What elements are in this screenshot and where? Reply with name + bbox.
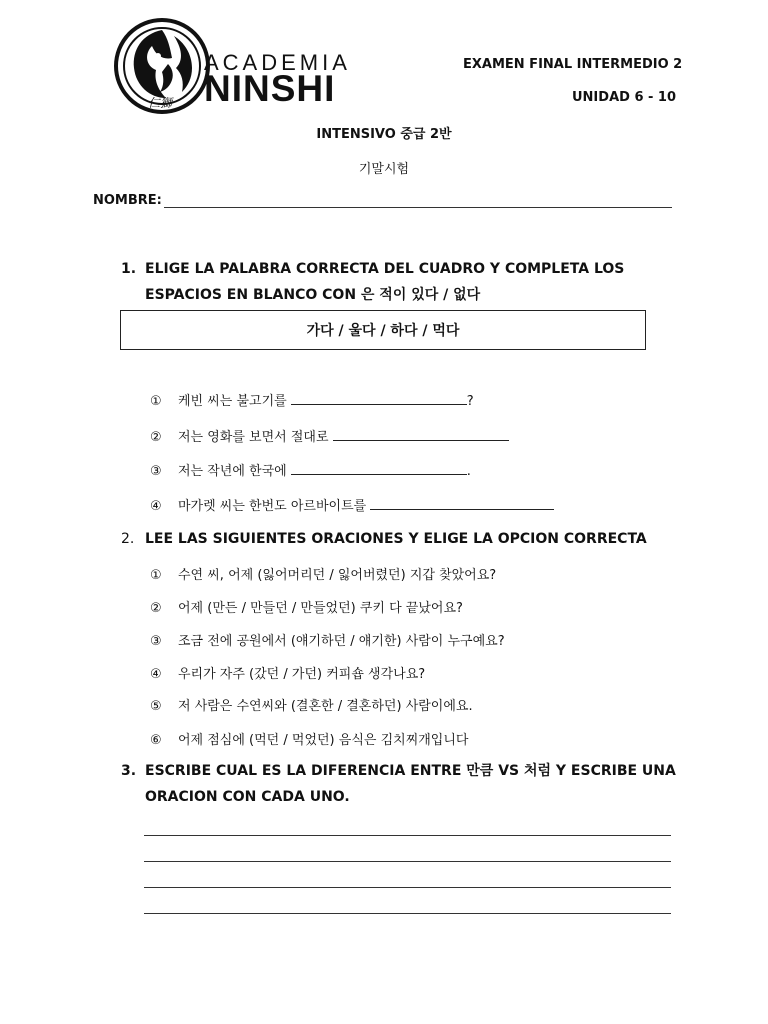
answer-line-3[interactable] bbox=[144, 887, 671, 888]
question-3-line2: ORACION CON CADA UNO. bbox=[145, 789, 350, 805]
item-text: 저 사람은 수연씨와 (결혼한 / 결혼하던) 사람이에요. bbox=[178, 699, 473, 714]
item-text: 수연 씨, 어제 (잃어머리던 / 잃어버렸던) 지갑 찾았어요? bbox=[178, 568, 497, 583]
academy-logo bbox=[112, 16, 351, 120]
unit-label: UNIDAD 6 - 10 bbox=[572, 90, 677, 105]
item-text: 조금 전에 공원에서 (얘기하던 / 얘기한) 사람이 누구예요? bbox=[178, 634, 505, 649]
q1-item-3 bbox=[150, 460, 471, 479]
answer-line-1[interactable] bbox=[144, 835, 671, 836]
item-end: . bbox=[466, 464, 471, 479]
question-2-title: LEE LAS SIGUIENTES ORACIONES Y ELIGE LA OPCION CORRECTA bbox=[145, 531, 647, 547]
logo-ninshi-text: NINSHI bbox=[204, 68, 336, 109]
item-marker: ③ bbox=[150, 634, 162, 649]
q2-item-5[interactable] bbox=[150, 695, 473, 714]
item-text: 저는 작년에 한국에 bbox=[178, 464, 287, 479]
logo-signature: 仁獅 bbox=[148, 96, 173, 110]
item-marker: ① bbox=[150, 568, 162, 583]
question-2-number: 2. bbox=[121, 531, 135, 547]
word-choice-text: 가다 / 울다 / 하다 / 먹다 bbox=[306, 323, 460, 339]
item-text: 마가렛 씨는 한번도 아르바이트를 bbox=[178, 499, 367, 514]
name-label: NOMBRE: bbox=[93, 193, 162, 208]
item-text: 케빈 씨는 불고기를 bbox=[178, 394, 287, 409]
course-title: INTENSIVO 중급 2반 bbox=[316, 127, 452, 142]
answer-blank[interactable] bbox=[370, 498, 554, 510]
item-marker: ⑥ bbox=[150, 733, 162, 748]
item-text: 저는 영화를 보면서 절대로 bbox=[178, 430, 329, 445]
q2-item-4[interactable] bbox=[150, 663, 425, 682]
item-marker: ① bbox=[150, 394, 162, 409]
answer-blank[interactable] bbox=[291, 393, 467, 405]
exam-korean-title: 기말시험 bbox=[358, 162, 410, 177]
question-1-line2: ESPACIOS EN BLANCO CON 은 적이 있다 / 없다 bbox=[145, 287, 481, 303]
q1-item-4 bbox=[150, 495, 554, 514]
answer-blank[interactable] bbox=[333, 429, 509, 441]
item-marker: ② bbox=[150, 601, 162, 616]
question-1-number: 1. bbox=[121, 261, 137, 277]
answer-line-2[interactable] bbox=[144, 861, 671, 862]
question-3-line1: ESCRIBE CUAL ES LA DIFERENCIA ENTRE 만큼 VS 처럼 Y ESCRIBE UNA bbox=[145, 763, 676, 779]
exam-title: EXAMEN FINAL INTERMEDIO 2 bbox=[463, 57, 683, 72]
item-marker: ③ bbox=[150, 464, 162, 479]
question-1-line1: ELIGE LA PALABRA CORRECTA DEL CUADRO Y COMPLETA LOS bbox=[145, 261, 625, 277]
item-marker: ⑤ bbox=[150, 699, 162, 714]
item-marker: ④ bbox=[150, 667, 162, 682]
name-input-line[interactable] bbox=[164, 207, 672, 208]
answer-line-4[interactable] bbox=[144, 913, 671, 914]
item-text: 어제 (만든 / 만들던 / 만들었던) 쿠키 다 끝났어요? bbox=[178, 601, 463, 616]
q1-item-1 bbox=[150, 390, 474, 409]
q2-item-1[interactable] bbox=[150, 564, 496, 583]
q2-item-3[interactable] bbox=[150, 630, 505, 649]
item-marker: ② bbox=[150, 430, 162, 445]
item-marker: ④ bbox=[150, 499, 162, 514]
logo-academia-text: ACADEMIA bbox=[204, 50, 351, 75]
item-text: 우리가 자주 (갔던 / 가던) 커피숍 생각나요? bbox=[178, 667, 426, 682]
item-end: ? bbox=[466, 394, 474, 409]
item-text: 어제 점심에 (먹던 / 먹었던) 음식은 김치찌개입니다 bbox=[178, 733, 469, 748]
q2-item-6[interactable] bbox=[150, 729, 468, 748]
q1-item-2 bbox=[150, 426, 509, 445]
answer-blank[interactable] bbox=[291, 463, 467, 475]
q2-item-2[interactable] bbox=[150, 597, 463, 616]
word-choice-box bbox=[120, 310, 646, 350]
question-3-number: 3. bbox=[121, 763, 137, 779]
